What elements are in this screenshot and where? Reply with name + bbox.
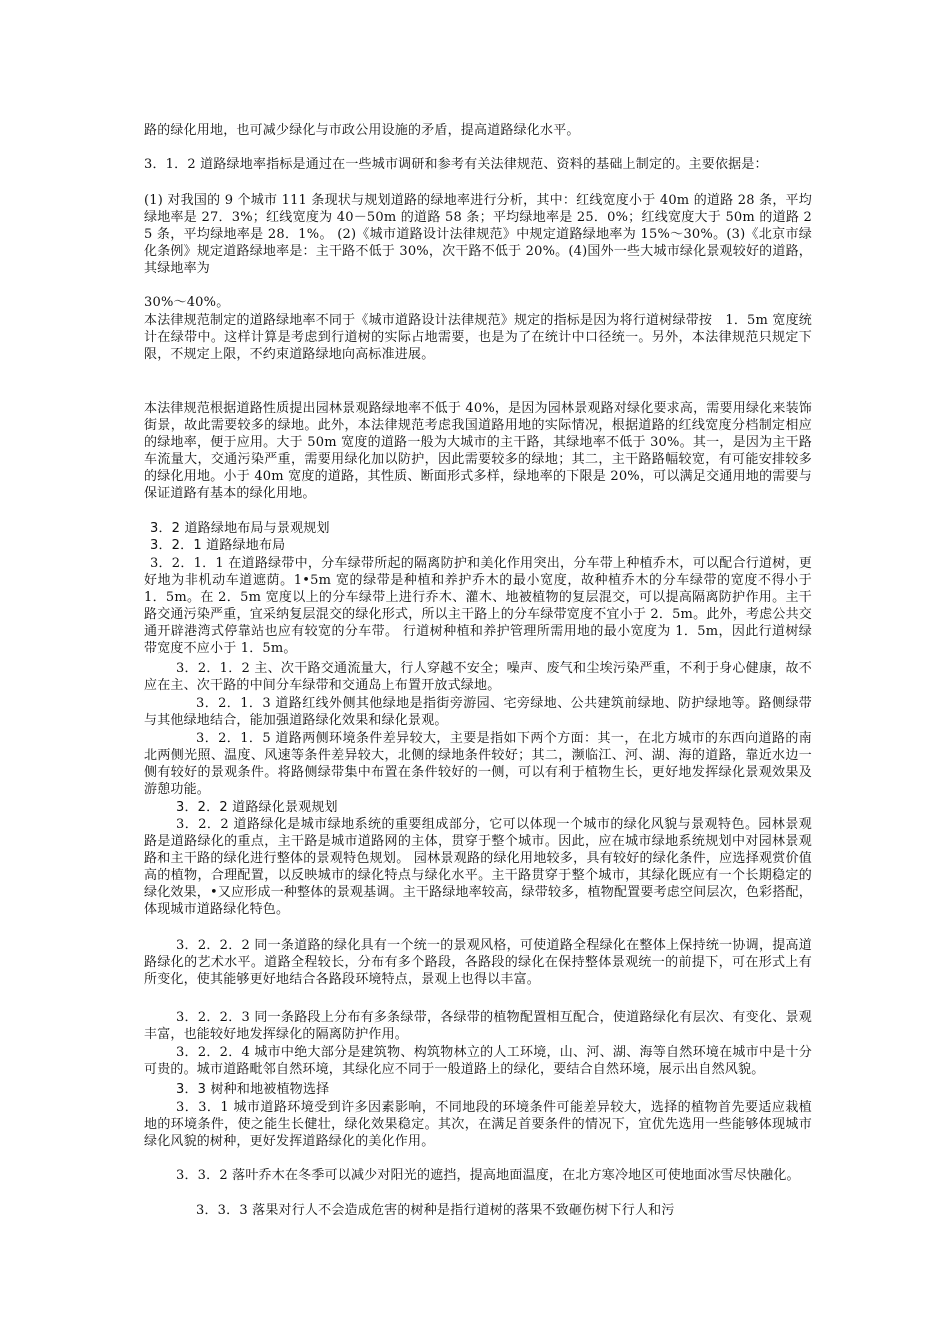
paragraph-3-3-3: 3．3．3 落果对行人不会造成危害的树种是指行道树的落果不致砸伤树下行人和污 (196, 1203, 675, 1218)
section-heading-3-2-2: 3．2．2 道路绿化景观规划 (176, 800, 338, 815)
section-heading-3-2: 3．2 道路绿地布局与景观规划 (150, 521, 330, 536)
section-heading-3-2-1: 3．2．1 道路绿地布局 (150, 538, 286, 553)
paragraph-3-3-2: 3．3．2 落叶乔木在冬季可以减少对阳光的遮挡，提高地面温度，在北方寒冷地区可使地面冰雪尽快融化。 (176, 1168, 800, 1183)
paragraph-3-2-2-3: 3．2．2．3 同一条路段上分布有多条绿带，各绿带的植物配置相互配合，使道路绿化有层次、有变化、景观丰富，也能较好地发挥绿化的隔离防护作用。 (144, 1010, 812, 1042)
paragraph-3-2-1-1: 3．2．1．1 在道路绿带中，分车绿带所起的隔离防护和美化作用突出，分车带上种植乔木，可以配合行道树，更好地为非机动车道遮荫。1•5m 宽的绿带是种植和养护乔木的最小宽度，故种植乔木的分车绿带的宽度不得小于 1．5m。在 2．5m 宽度以上的分车绿带上进行乔木、灌木、地被植物的复层混交，可以提高隔离防护作用。主干路交通污染严重，宜采纳复层混交的绿化形式，所以主干路上的分车绿带宽度不宜小于 2．5m。此外，考虑公共交通开辟港湾式停靠站也应有较宽的分车带。 行道树种植和养护管理所需用地的最小宽度为 1．5m，因此行道树绿带宽度不应小于 1．5m。 (144, 556, 812, 656)
paragraph-3-2-1-5: 3．2．1．5 道路两侧环境条件差异较大，主要是指如下两个方面：其一，在北方城市的东西向道路的南北两侧光照、温度、风速等条件差异较大，北侧的绿地条件较好；其二，濒临江、河、湖、海的道路，靠近水边一侧有较好的景观条件。将路侧绿带集中布置在条件较好的一侧，可以有利于植物生长，更好地发挥绿化景观效果及游憩功能。 (144, 731, 812, 797)
paragraph-3-2-2-4: 3．2．2．4 城市中绝大部分是建筑物、构筑物林立的人工环境，山、河、湖、海等自然环境在城市中是十分可贵的。城市道路毗邻自然环境，其绿化应不同于一般道路上的绿化，要结合自然环境，展示出自然风貌。 (144, 1045, 812, 1077)
paragraph-3-2-1-3: 3．2．1．3 道路红线外侧其他绿地是指街旁游园、宅旁绿地、公共建筑前绿地、防护绿地等。路侧绿带与其他绿地结合，能加强道路绿化效果和绿化景观。 (144, 696, 812, 728)
paragraph-3-2-1-2: 3．2．1．2 主、次干路交通流量大，行人穿越不安全；噪声、废气和尘埃污染严重，不利于身心健康，故不应在主、次干路的中间分车绿带和交通岛上布置开放式绿地。 (144, 661, 812, 693)
paragraph-3-2-2-1: 3．2．2 道路绿化是城市绿地系统的重要组成部分，它可以体现一个城市的绿化风貌与景观特色。园林景观路是道路绿化的重点，主干路是城市道路网的主体，贯穿于整个城市。因此，应在城市绿地系统规划中对园林景观路和主干路的绿化进行整体的景观特色规划。 园林景观路的绿化用地较多，具有较好的绿化条件，应选择观赏价值高的植物，合理配置，以反映城市的绿化特点与绿化水平。主干路贯穿于整个城市，其绿化既应有一个长期稳定的绿化效果，•又应形成一种整体的景观基调。主干路绿地率较高，绿带较多，植物配置要考虑空间层次，色彩搭配，体现城市道路绿化特色。 (144, 817, 812, 917)
paragraph-3-3-1: 3．3．1 城市道路环境受到许多因素影响，不同地段的环境条件可能差异较大，选择的植物首先要适应栽植地的环境条件，使之能生长健壮，绿化效果稳定。其次，在满足首要条件的情况下，宜优先选用一些能够体现城市绿化风貌的树种，更好发挥道路绿化的美化作用。 (144, 1100, 812, 1149)
paragraph-3-1-2: 3．1．2 道路绿地率指标是通过在一些城市调研和参考有关法律规范、资料的基础上制定的。主要依据是： (144, 157, 768, 172)
paragraph-ratio: 30%～40%。 (144, 295, 230, 310)
paragraph-standard: 本法律规范制定的道路绿地率不同于《城市道路设计法律规范》规定的指标是因为将行道树绿带按 1．5m 宽度统计在绿带中。这样计算是考虑到行道树的实际占地需要，也是为了在统计中口径统一。另外，本法律规范只规定下限，不规定上限，不约束道路绿地向高标准进展。 (144, 313, 812, 362)
paragraph-intro: 路的绿化用地，也可减少绿化与市政公用设施的矛盾，提高道路绿化水平。 (144, 123, 580, 138)
paragraph-3-2-2-2: 3．2．2．2 同一条道路的绿化具有一个统一的景观风格，可使道路全程绿化在整体上保持统一协调，提高道路绿化的艺术水平。道路全程较长，分布有多个路段，各路段的绿化在保持整体景观统一的前提下，可在形式上有所变化，使其能够更好地结合各路段环境特点，景观上也得以丰富。 (144, 938, 812, 987)
section-heading-3-3: 3．3 树种和地被植物选择 (176, 1082, 330, 1097)
paragraph-landscape-road: 本法律规范根据道路性质提出园林景观路绿地率不低于 40%，是因为园林景观路对绿化要求高，需要用绿化来装饰街景，故此需要较多的绿地。此外，本法律规范考虑我国道路用地的实际情况，根据道路的红线宽度分档制定相应的绿地率，便于应用。大于 50m 宽度的道路一般为大城市的主干路，其绿地率不低于 30%。其一，是因为主干路车流量大，交通污染严重，需要用绿化加以防护，因此需要较多的绿地；其二，主干路路幅较宽，有可能安排较多的绿化用地。小于 40m 宽度的道路，其性质、断面形式多样，绿地率的下限是 20%，可以满足交通用地的需要与保证道路有基本的绿化用地。 (144, 401, 812, 501)
paragraph-basis: (1) 对我国的 9 个城市 111 条现状与规划道路的绿地率进行分析，其中：红线宽度小于 40m 的道路 28 条，平均绿地率是 27．3%；红线宽度为 40－50m 的道路 58 条；平均绿地率是 25．0%；红线宽度大于 50m 的道路 25 条，平均绿地率是 28．1%。 (2)《城市道路设计法律规范》中规定道路绿地率为 15%～30%。(3)《北京市绿化条例》规定道路绿地率是：主干路不低于 30%，次干路不低于 20%。(4)国外一些大城市绿化景观较好的道路，其绿地率为 (144, 193, 812, 276)
